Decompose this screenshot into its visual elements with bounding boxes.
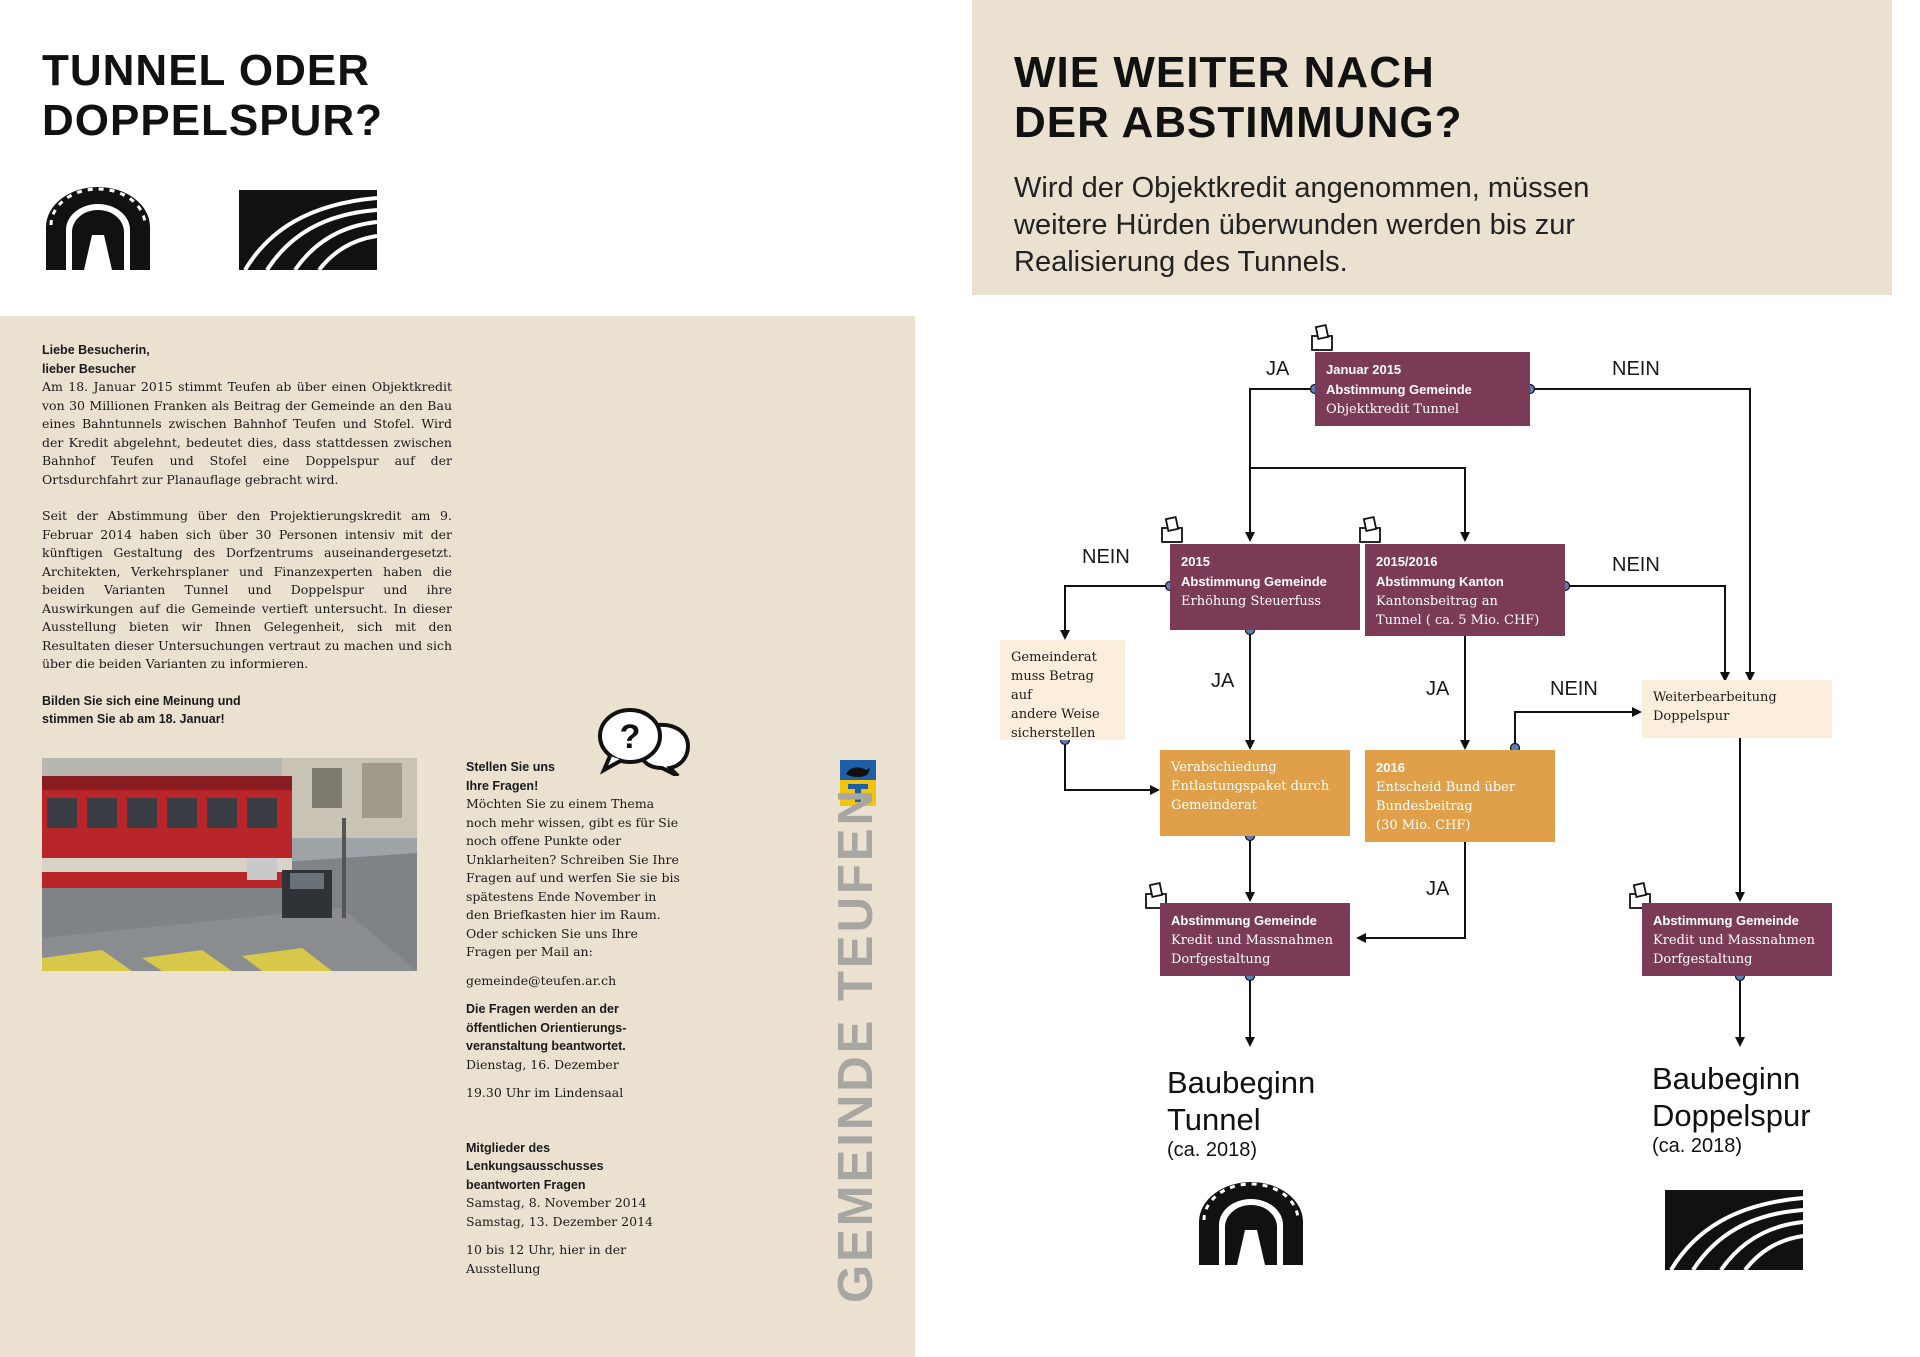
nein-label: NEIN [1082, 546, 1130, 568]
box-text: (30 Mio. CHF) [1376, 818, 1471, 833]
questions-body: Möchten Sie zu einem Thema noch mehr wissen, gibt es für Sie noch offene Punkte oder Unklarheiten? Schreiben Sie Ihre Fragen auf und werfen Sie sie bis spätestens Ende November in den Briefkasten hier im Raum. Oder schicken Sie uns Ihre Fragen per Mail an: [466, 796, 680, 959]
box-2015-tax-vote [1170, 544, 1360, 630]
result-year: (ca. 2018) [1652, 1135, 1743, 1157]
ja-label: JA [1266, 358, 1290, 380]
box-text: Bundesbeitrag [1376, 799, 1473, 814]
box-municipal-council [1000, 640, 1125, 740]
result-line: Baubeginn [1167, 1065, 1316, 1100]
connector-line [1515, 712, 1640, 748]
title-line: TUNNEL ODER [42, 46, 370, 95]
questions-column [466, 758, 681, 1288]
committee-heading: Lenkungsausschusses [466, 1159, 604, 1173]
box-text: Tunnel ( ca. 5 Mio. CHF) [1376, 613, 1540, 628]
box-text: Entlastungspaket durch [1171, 779, 1330, 794]
box-text: Dorfgestaltung [1653, 952, 1753, 967]
box-title: 2016 [1376, 760, 1405, 775]
tunnel-icon [42, 185, 154, 270]
box-january-2015-vote [1315, 352, 1530, 426]
closing-line: stimmen Sie ab am 18. Januar! [42, 712, 225, 726]
box-title: Abstimmung Gemeinde [1171, 913, 1317, 928]
box-title: Abstimmung Gemeinde [1181, 574, 1327, 589]
result-tunnel [1167, 1064, 1315, 1162]
result-line: Doppelspur [1652, 1098, 1811, 1133]
committee-date: Samstag, 8. November 2014 [466, 1195, 647, 1210]
answer-heading: Die Fragen werden an der [466, 1002, 619, 1016]
result-line: Baubeginn [1652, 1061, 1801, 1096]
box-double-track-continue [1642, 680, 1832, 738]
answer-heading: öffentlichen Orientierungs- [466, 1020, 627, 1035]
svg-text:?: ? [619, 718, 641, 756]
closing-line: Bilden Sie sich eine Meinung und [42, 693, 241, 708]
result-line: Tunnel [1167, 1102, 1261, 1137]
ja-label: JA [1426, 878, 1450, 900]
box-title: Abstimmung Gemeinde [1653, 913, 1799, 928]
box-text: Entscheid Bund über [1376, 780, 1516, 795]
box-text: Erhöhung Steuerfuss [1181, 594, 1322, 609]
box-federal-decision [1365, 750, 1555, 842]
title-line: DOPPELSPUR? [42, 96, 384, 145]
greeting-line: Liebe Besucherin, [42, 343, 150, 357]
box-title: 2015/2016 [1376, 554, 1438, 569]
box-text: Dorfgestaltung [1171, 952, 1271, 967]
connector-line [1250, 389, 1315, 468]
right-subtitle: Wird der Objektkredit angenommen, müssen weitere Hürden überwunden werden bis zur Realisierung des Tunnels. [1014, 172, 1590, 278]
box-title: Abstimmung Gemeinde [1326, 382, 1472, 397]
brand-text: GEMEINDE TEUFEN [829, 787, 883, 1303]
flowchart [960, 310, 1920, 1357]
box-text: Verabschiedung [1171, 760, 1277, 775]
connector-line [1565, 586, 1725, 680]
double-track-icon [239, 190, 377, 270]
box-final-vote-tunnel [1160, 903, 1350, 976]
nein-label: NEIN [1612, 358, 1660, 380]
box-final-vote-double-track [1642, 903, 1832, 976]
tunnel-icon [1195, 1180, 1307, 1265]
connector-line [1065, 740, 1158, 790]
nein-label: NEIN [1612, 554, 1660, 576]
intro-paragraph: Am 18. Januar 2015 stimmt Teufen ab über einen Objektkredit von 30 Millionen Franken als Beitrag der Gemeinde an den Bau eines Bahntunnels zwischen Bahnhof Teufen und Stofel. Wird der Kredit abgelehnt, bedeutet dies, dass stattdessen zwischen Bahnhof Teufen und Stofel eine Doppelspur auf der Ortsdurchfahrt zur Planauflage gebracht wird. [42, 379, 452, 487]
box-title: Januar 2015 [1326, 362, 1402, 377]
email-address: gemeinde@teufen.ar.ch [466, 972, 617, 988]
questions-heading: Stellen Sie uns [466, 760, 555, 774]
questions-heading: Ihre Fragen! [466, 778, 539, 793]
box-text: andere Weise [1011, 707, 1100, 722]
result-double-track [1652, 1060, 1811, 1158]
ballot-box-icon [1358, 516, 1382, 544]
answer-time: 19.30 Uhr im Lindensaal [466, 1085, 624, 1100]
answer-date: Dienstag, 16. Dezember [466, 1056, 619, 1072]
double-track-icon [1665, 1190, 1803, 1270]
train-street-photo [42, 758, 417, 971]
gemeinde-teufen-logo [826, 787, 886, 1303]
ja-label: JA [1211, 670, 1235, 692]
committee-heading: beantworten Fragen [466, 1177, 586, 1192]
box-text: Kredit und Massnahmen [1653, 933, 1815, 948]
box-relief-package [1160, 750, 1350, 836]
right-page-title [1014, 48, 1614, 148]
answer-heading: veranstaltung beantwortet. [466, 1039, 626, 1053]
title-line: DER ABSTIMMUNG? [1014, 98, 1463, 147]
connector-line [1065, 586, 1170, 638]
ballot-box-icon [1160, 516, 1184, 544]
committee-heading: Mitglieder des [466, 1140, 551, 1155]
box-text: sicherstellen [1011, 726, 1096, 741]
box-text: Doppelspur [1653, 709, 1730, 724]
ja-label: JA [1426, 678, 1450, 700]
left-page-title [42, 46, 642, 146]
greeting-line: lieber Besucher [42, 361, 136, 376]
box-text: Gemeinderat [1011, 650, 1097, 665]
nein-label: NEIN [1550, 678, 1598, 700]
box-text: Objektkredit Tunnel [1326, 402, 1460, 417]
result-year: (ca. 2018) [1167, 1139, 1258, 1161]
committee-time: 10 bis 12 Uhr, hier in der Ausstellung [466, 1242, 627, 1276]
box-title: 2015 [1181, 554, 1210, 569]
title-line: WIE WEITER NACH [1014, 48, 1435, 97]
box-text: Kredit und Massnahmen [1171, 933, 1333, 948]
box-canton-vote [1365, 544, 1565, 636]
intro-text [42, 341, 452, 747]
committee-date: Samstag, 13. Dezember 2014 [466, 1213, 653, 1229]
box-text: Gemeinderat [1171, 798, 1257, 813]
connector-line [1530, 389, 1750, 680]
intro-paragraph: Seit der Abstimmung über den Projektierungskredit am 9. Februar 2014 haben sich über 30 Personen intensiv mit der künftigen Gestaltung des Dorfzentrums auseinandergesetzt. Architekten, Verkehrsplaner und Finanzexperten haben die beiden Varianten Tunnel und Doppelspur und ihre Auswirkungen auf die Gemeinde vertieft untersucht. In dieser Ausstellung bieten wir Ihnen Gelegenheit, sich mit den Resultaten dieser Untersuchungen vertraut zu machen und sich über die beiden Varianten zu informieren. [42, 508, 452, 671]
ballot-box-icon [1310, 324, 1334, 352]
box-text: muss Betrag auf [1011, 669, 1094, 703]
box-text: Kantonsbeitrag an [1376, 594, 1498, 609]
box-text: Weiterbearbeitung [1653, 690, 1777, 705]
box-title: Abstimmung Kanton [1376, 574, 1504, 589]
